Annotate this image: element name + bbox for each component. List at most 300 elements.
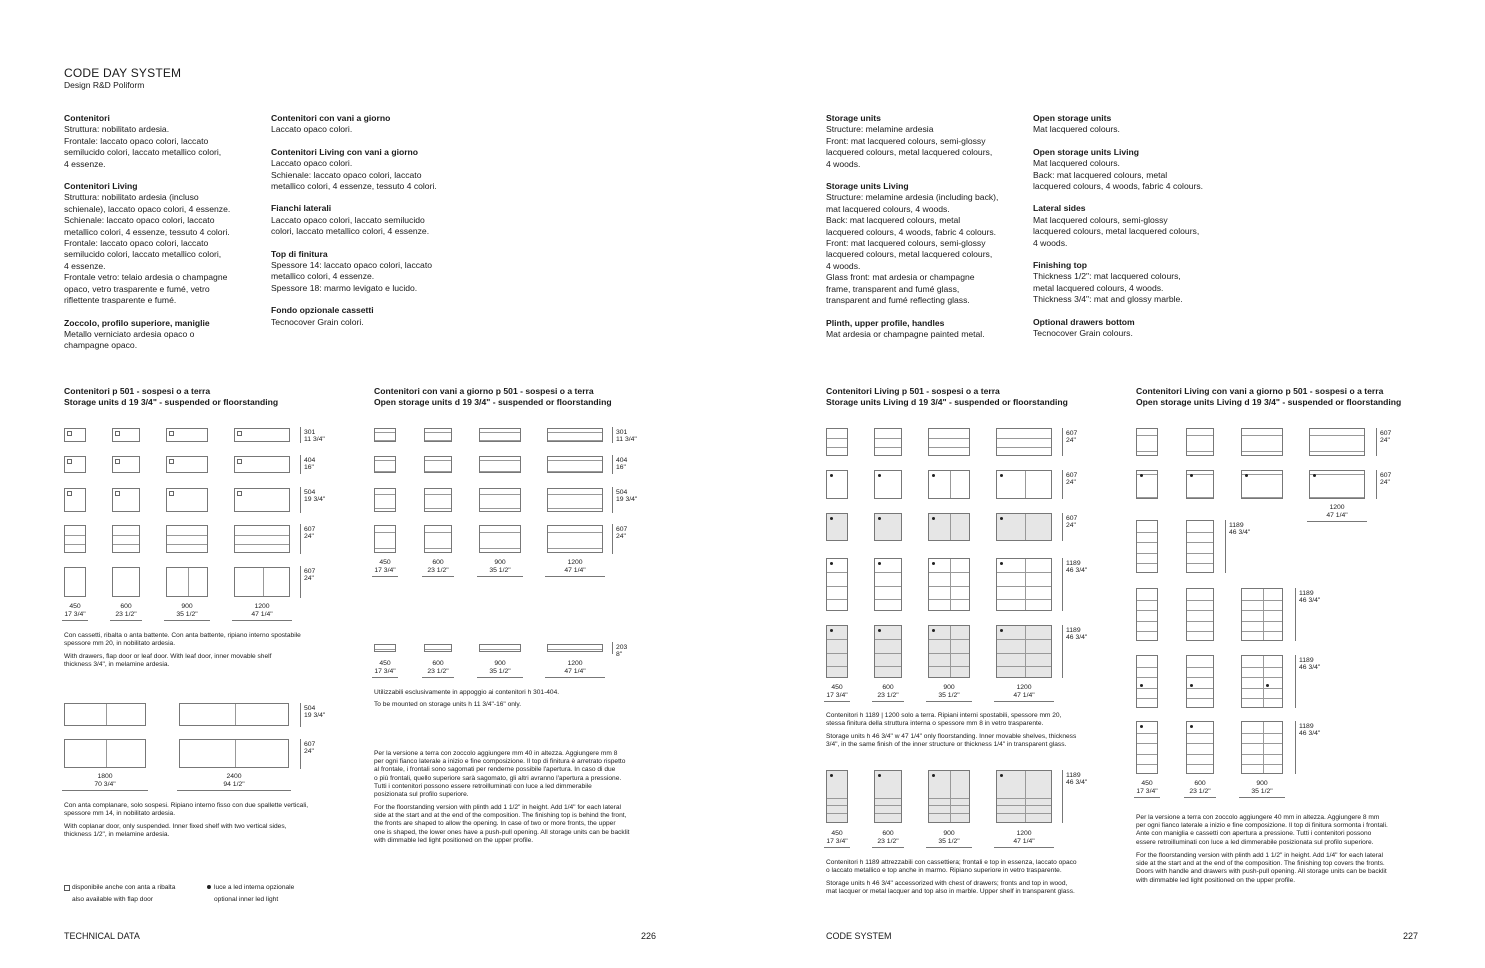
width-dimension-label: 600 23 1/2" [115,603,137,618]
spec-text: Mat ardesia or champagne painted metal. [826,328,985,339]
spec-text: Structure: melamine ardesia Front: mat lacquered colours, semi-glossy lacquered colours, metal lacquered colours, 4 woods. [826,124,993,169]
dimension-bracket [1062,470,1063,499]
cabinet-module [479,644,521,652]
shelf-line [827,798,847,799]
shelf-line [1187,764,1213,765]
dimension-line [872,847,904,848]
dimension-line [994,701,1054,702]
cabinet-module [547,456,603,473]
shelf-line [997,639,1051,640]
width-dimension-label: 600 23 1/2" [877,684,899,699]
shelf-line [1187,542,1213,543]
shelf-line [425,471,451,472]
shelf-line [827,813,847,814]
dimension-bracket [300,739,301,769]
cabinet-module [166,525,208,553]
cabinet-module [996,770,1052,823]
shelf-line [375,460,395,461]
width-dimension-label: 450 17 3/4" [826,684,848,699]
cabinet-module [179,703,289,726]
dimension-line [232,620,292,621]
cabinet-module [547,525,603,553]
shelf-line [875,639,901,640]
led-light-dot-icon [830,517,833,520]
cabinet-module [112,567,140,597]
spec-heading: Fianchi laterali [271,203,332,214]
cabinet-module [996,470,1052,499]
cabinet-module [874,558,902,611]
flap-door-square-icon [169,491,174,496]
led-light-dot-icon [1140,474,1143,477]
dimension-bracket [1062,625,1063,678]
dimension-bracket [1295,655,1296,708]
shelf-line [480,532,520,533]
dimension-line [1184,797,1216,798]
note-en: To be mounted on storage units h 11 3/4"-16" only. [374,701,522,708]
dimension-bracket [1295,721,1296,774]
height-dimension-label: 504 19 3/4" [616,489,638,503]
cabinet-module [928,558,970,611]
spec-text: Laccato opaco colori. [271,124,353,135]
height-dimension-label: 607 24" [616,526,628,540]
cabinet-module [64,567,86,597]
height-dimension-label: 1189 46 3/4" [1229,522,1251,536]
spec-heading: Open storage units [1033,113,1112,123]
led-light-dot-icon [1190,474,1193,477]
shelf-line [1137,553,1157,554]
legend-text: luce a led interna opzionale [214,884,295,891]
spec-text: Mat lacquered colours. Back: mat lacquered colours, metal lacquered colours, 4 woods, fabric 4 colours. [1033,158,1204,192]
height-dimension-label: 1189 46 3/4" [1066,772,1088,786]
shelf-line [1242,698,1282,699]
shelf-line [1187,497,1213,498]
shelf-line [548,471,602,472]
flap-door-square-icon [169,431,174,436]
shelf-line [375,440,395,441]
dimension-line [1239,797,1285,798]
shelf-line [1187,553,1213,554]
height-dimension-label: 607 24" [1066,515,1078,529]
dimension-bracket [1295,588,1296,641]
shelf-line [997,447,1051,448]
shelf-line [997,572,1051,573]
cabinet-module [1136,721,1158,774]
shelf-line [548,649,602,650]
door-divider [950,626,951,677]
shelf-line [929,599,969,600]
dimension-bracket [1062,428,1063,456]
shelf-line [997,813,1051,814]
shelf-line [875,586,901,587]
dimension-bracket [1376,428,1377,456]
dimension-line [545,576,605,577]
spec-text: Thickness 1/2": mat lacquered colours, metal lacquered colours, 4 woods. Thickness 3/4": mat and glossy marble. [1033,271,1183,305]
led-light-dot-icon [878,774,881,777]
note-en: For the floorstanding version with plinth add 1 1/2" in height. Add 1/4" for each lateral side at the start and at the end of the composition. The finishing top covers the fronts. Doors with handle and drawers with push-pull opening. All storage units can be backlit with dimmable led light positioned on the upper profile. [1136,852,1387,884]
shelf-line [1242,621,1282,622]
shelf-line [1242,497,1282,498]
cabinet-module [424,644,452,652]
width-dimension-label: 1800 70 3/4" [94,773,116,788]
shelf-line [1137,610,1157,611]
shelf-line [1310,435,1364,436]
shelf-line [929,586,969,587]
shelf-line [1137,532,1157,533]
shelf-line [1310,451,1364,452]
shelf-line [1187,621,1213,622]
height-dimension-label: 404 16" [304,457,316,471]
cabinet-module [64,739,146,768]
width-dimension-label: 900 35 1/2" [176,603,198,618]
width-dimension-label: 600 23 1/2" [427,559,449,574]
door-divider [950,771,951,822]
materials-col-1-en [826,113,1026,351]
door-divider [1025,514,1026,540]
shelf-line [235,544,289,545]
dimension-bracket [300,524,301,554]
cabinet-module [374,428,396,442]
cabinet-module [64,525,86,553]
dimension-bracket [300,455,301,474]
dimension-line [177,790,291,791]
spec-heading: Storage units [826,113,881,123]
spec-text: Tecnocover Grain colours. [1033,328,1133,339]
cabinet-module [64,488,86,512]
shelf-line [1242,631,1282,632]
width-dimension-label: 600 23 1/2" [1189,780,1211,795]
shelf-line [827,447,847,448]
dimension-bracket [1376,470,1377,499]
shelf-line [1137,621,1157,622]
cabinet-module [1136,520,1158,573]
shelf-line [1242,451,1282,452]
cabinet-module [64,428,86,442]
cabinet-module [479,488,521,512]
cabinet-module [1186,428,1214,456]
shelf-line [875,805,901,806]
cabinet-module [547,488,603,512]
shelf-line [929,805,969,806]
spec-heading: Optional drawers bottom [1033,316,1135,327]
cabinet-module [112,525,140,553]
cabinet-module [424,456,452,473]
led-light-dot-icon [1000,474,1003,477]
page-number: 226 [641,931,657,941]
spec-heading: Storage units Living [826,181,909,192]
cabinet-module [996,625,1052,678]
width-dimension-label: 900 35 1/2" [1251,780,1273,795]
height-dimension-label: 301 11 3/4" [616,429,637,443]
shelf-line [875,813,901,814]
flap-door-square-icon [169,459,174,464]
spec-heading: Contenitori con vani a giorno [271,113,391,123]
shelf-line [1187,667,1213,668]
shelf-line [827,653,847,654]
spec-heading: Contenitori Living con vani a giorno [271,146,419,157]
shelf-line [425,508,451,509]
dimension-bracket [612,524,613,554]
shelf-line [929,639,969,640]
shelf-line [929,653,969,654]
shelf-line [1137,451,1157,452]
width-dimension-label: 1200 47 1/4" [1013,684,1035,699]
page-title: CODE DAY SYSTEM [64,66,182,80]
shelf-line [425,649,451,650]
shelf-line [375,649,395,650]
cabinet-module [1241,428,1283,456]
shelf-line [997,666,1051,667]
shelf-line [425,460,451,461]
shelf-line [1187,733,1213,734]
flap-door-square-icon [67,459,72,464]
cabinet-module [234,456,290,473]
dimension-line [62,790,148,791]
dimension-bracket [612,642,613,654]
spec-text: Tecnocover Grain colori. [271,316,364,327]
spec-text: Mat lacquered colours. [1033,124,1120,135]
height-dimension-label: 607 24" [304,568,316,582]
shelf-line [875,572,901,573]
dimension-line [926,847,972,848]
door-divider [1025,559,1026,610]
materials-col-2-en [1033,113,1233,351]
cabinet-module [424,428,452,442]
width-dimension-label: 450 17 3/4" [374,559,396,574]
width-dimension-label: 900 35 1/2" [489,660,511,675]
led-light-dot-icon [932,629,935,632]
cabinet-module [1241,588,1283,641]
dimension-bracket [612,487,613,513]
width-dimension-label: 450 17 3/4" [826,830,848,845]
shelf-line [1187,688,1213,689]
shelf-line [375,471,395,472]
door-divider [1025,771,1026,822]
cabinet-module [547,644,603,652]
cabinet-module [112,488,140,512]
shelf-line [1242,688,1282,689]
cabinet-module [1241,721,1283,774]
shelf-line [875,438,901,439]
section-heading-living-storage: Contenitori Living p 501 - sospesi o a terra Storage units Living d 19 3/4" - suspended or floorstanding [826,386,1068,408]
shelf-line [1187,563,1213,564]
shelf-line [997,438,1051,439]
spec-heading: Open storage units Living [1033,146,1139,157]
led-light-dot-icon [1190,684,1193,687]
door-divider [950,559,951,610]
width-dimension-label: 1200 47 1/4" [1326,504,1348,519]
shelf-line [1137,743,1157,744]
cabinet-module [1186,721,1214,774]
shelf-line [1187,677,1213,678]
door-divider [1025,471,1026,498]
note-it: Per la versione a terra con zoccolo aggiungere mm 40 in altezza. Aggiungere mm 8 per ogni fianco laterale a inizio e fine composizione. Il top di finitura è arretrato rispetto al frontale, i frontali sono sagomati per renderne possibile l'apertura. In caso di due o più frontali, quello superiore sarà sagomato, gli altri avranno l'apertura a pressione. Tutti i contenitori possono essere retroilluminati con luce a led dimmerabile posizionata sul profilo superiore. [374,750,626,799]
width-dimension-label: 450 17 3/4" [1136,780,1158,795]
footer-section-label: TECHNICAL DATA [64,931,140,941]
spec-text: Struttura: nobilitato ardesia (incluso schienale), laccato opaco colori, 4 essenze. Schienale: laccato opaco colori, laccato metallico colori, 4 essenze, tessuto 4 colori. Frontale: laccato opaco colori, laccato semilucido colori, laccato metallico colori, 4 essenze. Frontale vetro: telaio ardesia o champagne opaco, vetro trasparente e fumé, vetro riflettente trasparente e fumé. [64,192,231,306]
page-subtitle: Design R&D Poliform [64,80,145,90]
shelf-line [480,471,520,472]
spec-text: Mat lacquered colours, semi-glossy lacquered colours, metal lacquered colours, 4 woods. [1033,214,1200,248]
door-divider [1025,626,1026,677]
shelf-line [1242,600,1282,601]
shelf-line [375,432,395,433]
cabinet-module [179,739,289,768]
legend-text: disponibile anche con anta a ribalta [72,884,176,891]
dimension-line [477,677,523,678]
dimension-bracket [300,566,301,598]
shelf-line [235,535,289,536]
note-en: With coplanar door, only suspended. Inner fixed shelf with two vertical sides, thickness 1/2", in melamine ardesia. [64,823,287,839]
cabinet-module [826,513,848,541]
shelf-line [65,535,85,536]
dimension-line [1134,797,1160,798]
shelf-line [929,813,969,814]
shelf-line [997,586,1051,587]
height-dimension-label: 504 19 3/4" [304,489,326,503]
led-light-dot-icon [878,562,881,565]
shelf-line [997,805,1051,806]
width-dimension-label: 1200 47 1/4" [251,603,273,618]
height-dimension-label: 1189 46 3/4" [1299,657,1321,671]
height-dimension-label: 607 24" [304,526,316,540]
shelf-line [827,572,847,573]
shelf-line [1137,754,1157,755]
footer-section-label: CODE SYSTEM [826,931,892,941]
section-heading-living-open-storage: Contenitori Living con vani a giorno p 501 - sospesi o a terra Open storage units Living d 19 3/4" - suspended or floorstanding [1136,386,1402,408]
shelf-line [1187,698,1213,699]
dimension-line [422,576,454,577]
cabinet-module [826,625,848,678]
shelf-line [113,544,139,545]
led-light-dot-icon [207,885,211,889]
cabinet-module [112,456,140,473]
cabinet-module [234,488,290,512]
cabinet-module [166,567,208,597]
shelf-line [1242,677,1282,678]
dimension-line [372,576,398,577]
shelf-line [1137,600,1157,601]
led-light-dot-icon [830,629,833,632]
shelf-line [997,798,1051,799]
shelf-line [997,599,1051,600]
dimension-bracket [300,487,301,513]
note-it: Con cassetti, ribalta o anta battente. Con anta battente, ripiano interno spostabile spessore mm 20, in nobilitato ardesia. [64,632,301,648]
shelf-line [875,599,901,600]
dimension-bracket [612,427,613,443]
shelf-line [1310,497,1364,498]
dimension-line [110,620,142,621]
dimension-bracket [300,427,301,443]
shelf-line [1242,743,1282,744]
cabinet-module [826,770,848,823]
shelf-line [1187,532,1213,533]
dimension-line [422,677,454,678]
cabinet-module [479,456,521,473]
height-dimension-label: 1189 46 3/4" [1066,560,1088,574]
led-light-dot-icon [1190,725,1193,728]
shelf-line [548,548,602,549]
shelf-line [480,548,520,549]
cabinet-module [64,456,86,473]
spec-heading: Finishing top [1033,260,1087,271]
section-heading-open-storage-units: Contenitori con vani a giorno p 501 - sospesi o a terra Open storage units d 19 3/4" - suspended or floorstanding [374,386,612,408]
shelf-line [375,532,395,533]
led-light-dot-icon [830,562,833,565]
door-divider [106,740,107,767]
spec-text: Structure: melamine ardesia (including back), mat lacquered colours, 4 woods. Back: mat lacquered colours, metal lacquered colours, 4 woods, fabric 4 colours. Front: mat lacquered colours, semi-glossy lacquered colours, metal lacquered colours, 4 woods. Glass front: mat ardesia or champagne frame, transparent and fumé glass, transparent and fumé reflecting glass. [826,192,999,306]
cabinet-module [1309,470,1365,499]
cabinet-module [1241,655,1283,708]
shelf-line [997,653,1051,654]
shelf-line [1242,435,1282,436]
cabinet-module [874,513,902,541]
cabinet-module [1186,470,1214,499]
door-divider [1263,656,1264,707]
dimension-line [824,847,850,848]
dimension-bracket [1062,770,1063,823]
note-en: Storage units h 46 3/4" accessorized with chest of drawers; fronts and top in wood, mat lacquer or metal lacquer and top also in marble. Upper shelf in transparent glass. [826,880,1075,896]
shelf-line [425,548,451,549]
dimension-line [62,620,88,621]
height-dimension-label: 203 8" [616,644,628,658]
shelf-line [929,798,969,799]
width-dimension-label: 900 35 1/2" [938,684,960,699]
shelf-line [425,494,451,495]
cabinet-module [1186,588,1214,641]
height-dimension-label: 607 24" [1380,430,1392,444]
section-heading-storage-units: Contenitori p 501 - sospesi o a terra Storage units d 19 3/4" - suspended or floorstanding [64,386,279,408]
shelf-line [548,494,602,495]
cabinet-module [374,488,396,512]
cabinet-module [928,470,970,499]
shelf-line [1187,451,1213,452]
height-dimension-label: 607 24" [1380,472,1392,486]
shelf-line [1242,764,1282,765]
spec-heading: Top di finitura [271,248,328,259]
shelf-line [827,666,847,667]
note-it: Utilizzabili esclusivamente in appoggio ai contenitori h 301-404. [374,689,560,696]
spec-text: Spessore 14: laccato opaco colori, laccato metallico colori, 4 essenze. Spessore 18: marmo levigato e lucido. [271,260,432,293]
shelf-line [375,548,395,549]
width-dimension-label: 1200 47 1/4" [564,559,586,574]
shelf-line [827,438,847,439]
shelf-line [113,535,139,536]
width-dimension-label: 2400 94 1/2" [223,773,245,788]
spec-heading: Lateral sides [1033,203,1086,214]
height-dimension-label: 1189 46 3/4" [1299,723,1321,737]
cabinet-module [1136,428,1158,456]
shelf-line [875,798,901,799]
cabinet-module [874,428,902,456]
flap-door-square-icon [115,491,120,496]
dimension-bracket [1062,558,1063,611]
height-dimension-label: 301 11 3/4" [304,429,325,443]
shelf-line [1187,754,1213,755]
shelf-line [929,447,969,448]
led-light-dot-icon [1000,629,1003,632]
flap-door-square-icon [115,459,120,464]
cabinet-module [1136,588,1158,641]
flap-door-square-icon [67,431,72,436]
led-light-dot-icon [878,517,881,520]
shelf-line [1187,435,1213,436]
cabinet-module [1136,655,1158,708]
cabinet-module [234,428,290,442]
dimension-line [372,677,398,678]
width-dimension-label: 450 17 3/4" [374,660,396,675]
led-light-dot-icon [878,629,881,632]
door-divider [106,704,107,725]
